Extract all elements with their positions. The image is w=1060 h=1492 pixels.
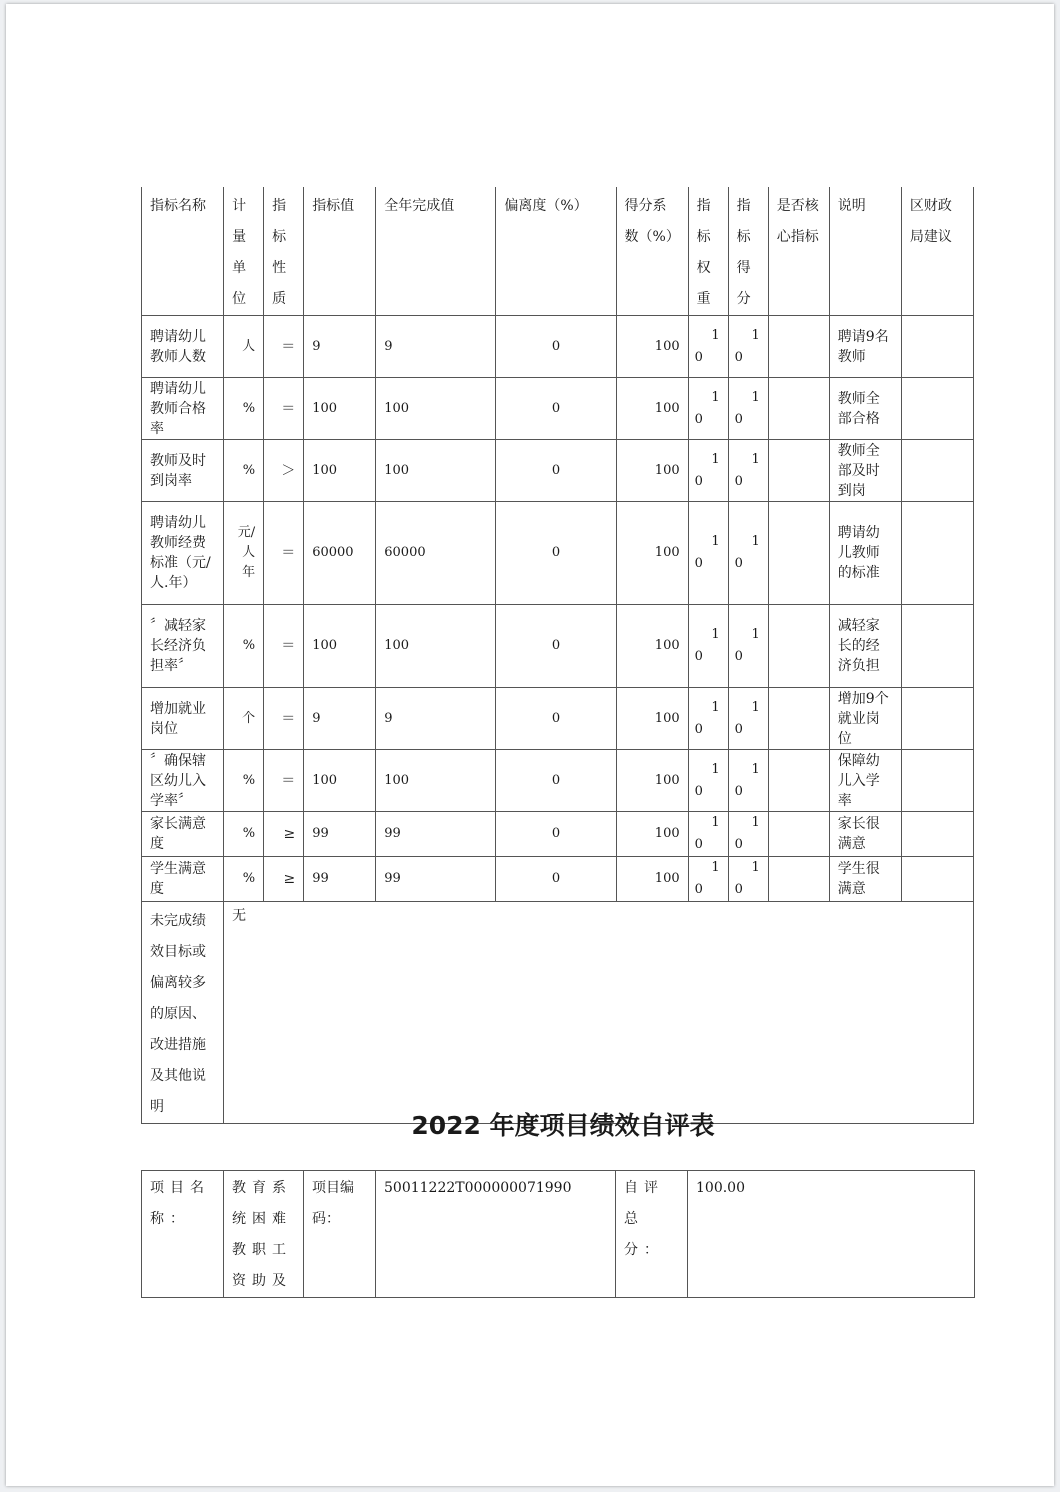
table-row <box>142 316 974 378</box>
cell-score-part: 1 <box>751 534 760 549</box>
header-desc: 说明 <box>829 187 901 316</box>
cell-name: 聘请幼儿教师经费标准（元/人.年） <box>142 502 224 605</box>
header-nature: 指标性质 <box>264 187 304 316</box>
cell-advice <box>901 440 973 502</box>
cell-coef: 100 <box>616 316 688 378</box>
cell-target: 100 <box>304 440 376 502</box>
cell-core <box>768 502 829 605</box>
cell-actual: 60000 <box>376 502 496 605</box>
cell-target: 99 <box>304 812 376 857</box>
header-coef: 得分系数（%） <box>616 187 688 316</box>
cell-nature: ＝ <box>264 688 304 750</box>
cell-weight-part: 1 <box>711 815 720 830</box>
cell-advice <box>901 316 973 378</box>
cell-name: 教师及时到岗率 <box>142 440 224 502</box>
cell-name: 聘请幼儿教师人数 <box>142 316 224 378</box>
cell-advice <box>901 688 973 750</box>
cell-score-part: 1 <box>751 627 760 642</box>
cell-coef: 100 <box>616 605 688 688</box>
project-code-label: 项目编码： <box>304 1171 376 1298</box>
cell-core <box>768 812 829 857</box>
cell-name: 学生满意度 <box>142 857 224 902</box>
cell-unit: % <box>224 605 264 688</box>
cell-target: 100 <box>304 750 376 812</box>
cell-score-part: 1 <box>751 761 760 777</box>
cell-deviation: 0 <box>496 688 616 750</box>
cell-weight-part: 0 <box>694 783 703 799</box>
cell-score-part: 1 <box>751 327 760 343</box>
cell-unit: 个 <box>224 688 264 750</box>
cell-target: 100 <box>304 605 376 688</box>
cell-weight-part: 1 <box>711 534 720 549</box>
cell-name: 〞减轻家长经济负担率〞 <box>142 605 224 688</box>
cell-nature: ＝ <box>264 502 304 605</box>
section-heading: 2022 年度项目绩效自评表 <box>411 1111 715 1140</box>
cell-nature: ≥ <box>264 857 304 902</box>
cell-weight-part: 0 <box>694 721 703 737</box>
cell-deviation: 0 <box>496 378 616 440</box>
header-name: 指标名称 <box>142 187 224 316</box>
note-row <box>142 902 974 1124</box>
cell-score-part: 0 <box>734 649 743 664</box>
project-info-table <box>141 1170 975 1298</box>
cell-weight-part: 1 <box>711 451 720 467</box>
cell-actual: 100 <box>376 605 496 688</box>
cell-unit: % <box>224 750 264 812</box>
project-info-row <box>142 1171 975 1298</box>
cell-score-part: 0 <box>734 349 743 365</box>
cell-desc: 学生很满意 <box>829 857 901 902</box>
cell-weight <box>688 812 728 857</box>
cell-advice <box>901 605 973 688</box>
cell-nature: ＝ <box>264 605 304 688</box>
cell-actual: 99 <box>376 812 496 857</box>
cell-desc: 家长很满意 <box>829 812 901 857</box>
cell-target: 100 <box>304 378 376 440</box>
cell-score-part: 1 <box>751 815 760 830</box>
cell-score-part: 0 <box>734 783 743 799</box>
self-score-value: 100.00 <box>688 1171 975 1298</box>
cell-core <box>768 688 829 750</box>
cell-nature: ≥ <box>264 812 304 857</box>
cell-advice <box>901 502 973 605</box>
cell-score <box>728 750 768 812</box>
cell-weight-part: 1 <box>711 389 720 405</box>
cell-coef: 100 <box>616 688 688 750</box>
cell-coef: 100 <box>616 857 688 902</box>
table-row <box>142 688 974 750</box>
header-core: 是否核心指标 <box>768 187 829 316</box>
document-page <box>6 4 1054 1486</box>
cell-weight <box>688 440 728 502</box>
header-weight: 指标权重 <box>688 187 728 316</box>
cell-unit: % <box>224 440 264 502</box>
cell-weight <box>688 750 728 812</box>
cell-score <box>728 316 768 378</box>
cell-core <box>768 378 829 440</box>
cell-desc: 教师全部及时到岗 <box>829 440 901 502</box>
cell-weight-part: 1 <box>711 699 720 715</box>
cell-weight <box>688 378 728 440</box>
cell-score-part: 1 <box>751 860 760 875</box>
cell-actual: 100 <box>376 750 496 812</box>
cell-weight-part: 0 <box>694 473 703 489</box>
cell-target: 60000 <box>304 502 376 605</box>
header-deviation: 偏离度（%） <box>496 187 616 316</box>
cell-desc: 教师全部合格 <box>829 378 901 440</box>
header-unit: 计量单位 <box>224 187 264 316</box>
cell-unit: 人 <box>224 316 264 378</box>
table-row <box>142 378 974 440</box>
cell-coef: 100 <box>616 502 688 605</box>
cell-name: 〞确保辖区幼儿入学率〞 <box>142 750 224 812</box>
cell-weight-part: 0 <box>694 837 703 852</box>
cell-actual: 100 <box>376 440 496 502</box>
cell-name: 聘请幼儿教师合格率 <box>142 378 224 440</box>
cell-weight <box>688 605 728 688</box>
header-advice: 区财政局建议 <box>901 187 973 316</box>
note-value: 无 <box>224 902 974 1124</box>
cell-score-part: 0 <box>734 837 743 852</box>
cell-advice <box>901 750 973 812</box>
cell-score <box>728 688 768 750</box>
cell-target: 99 <box>304 857 376 902</box>
cell-actual: 9 <box>376 688 496 750</box>
cell-core <box>768 750 829 812</box>
cell-core <box>768 857 829 902</box>
cell-score <box>728 378 768 440</box>
cell-actual: 99 <box>376 857 496 902</box>
cell-weight-part: 0 <box>694 649 703 664</box>
cell-score-part: 0 <box>734 556 743 571</box>
cell-score <box>728 502 768 605</box>
cell-unit: 元/人年 <box>224 502 264 605</box>
cell-score <box>728 857 768 902</box>
cell-score-part: 0 <box>734 721 743 737</box>
cell-desc: 保障幼儿入学率 <box>829 750 901 812</box>
cell-coef: 100 <box>616 812 688 857</box>
cell-score <box>728 812 768 857</box>
cell-deviation: 0 <box>496 316 616 378</box>
cell-core <box>768 440 829 502</box>
cell-desc: 增加9个就业岗位 <box>829 688 901 750</box>
cell-actual: 100 <box>376 378 496 440</box>
cell-deviation: 0 <box>496 750 616 812</box>
cell-weight-part: 1 <box>711 761 720 777</box>
self-score-label: 自评总分： <box>616 1171 688 1298</box>
cell-weight <box>688 502 728 605</box>
note-label: 未完成绩效目标或偏离较多的原因、改进措施及其他说明 <box>142 902 224 1124</box>
header-actual: 全年完成值 <box>376 187 496 316</box>
table-body <box>142 316 974 902</box>
table-row <box>142 605 974 688</box>
cell-desc: 减轻家长的经济负担 <box>829 605 901 688</box>
cell-core <box>768 316 829 378</box>
cell-unit: % <box>224 857 264 902</box>
cell-unit: % <box>224 378 264 440</box>
project-name-label: 项目名称： <box>142 1171 224 1298</box>
cell-weight <box>688 688 728 750</box>
cell-deviation: 0 <box>496 440 616 502</box>
cell-nature: ＞ <box>264 440 304 502</box>
cell-score <box>728 605 768 688</box>
project-name-value: 教育系统困难教职工资助及 <box>224 1171 304 1298</box>
cell-score <box>728 440 768 502</box>
cell-coef: 100 <box>616 440 688 502</box>
cell-score-part: 0 <box>734 411 743 427</box>
table-row <box>142 750 974 812</box>
cell-deviation: 0 <box>496 502 616 605</box>
cell-nature: ＝ <box>264 316 304 378</box>
cell-deviation: 0 <box>496 605 616 688</box>
cell-weight-part: 1 <box>711 860 720 875</box>
cell-target: 9 <box>304 316 376 378</box>
cell-weight-part: 0 <box>694 556 703 571</box>
cell-advice <box>901 812 973 857</box>
cell-weight <box>688 316 728 378</box>
cell-desc: 聘请9名教师 <box>829 316 901 378</box>
cell-name: 增加就业岗位 <box>142 688 224 750</box>
performance-indicator-table <box>141 187 974 1124</box>
cell-weight-part: 1 <box>711 327 720 343</box>
cell-deviation: 0 <box>496 857 616 902</box>
cell-weight-part: 1 <box>711 627 720 642</box>
table-row <box>142 857 974 902</box>
cell-actual: 9 <box>376 316 496 378</box>
cell-score-part: 1 <box>751 699 760 715</box>
table-row <box>142 440 974 502</box>
cell-deviation: 0 <box>496 812 616 857</box>
cell-weight-part: 0 <box>694 411 703 427</box>
cell-nature: ＝ <box>264 750 304 812</box>
table-row <box>142 502 974 605</box>
cell-weight <box>688 857 728 902</box>
cell-nature: ＝ <box>264 378 304 440</box>
cell-target: 9 <box>304 688 376 750</box>
cell-coef: 100 <box>616 750 688 812</box>
header-target: 指标值 <box>304 187 376 316</box>
project-code-value: 50011222T000000071990 <box>376 1171 616 1298</box>
cell-core <box>768 605 829 688</box>
cell-advice <box>901 857 973 902</box>
cell-weight-part: 0 <box>694 349 703 365</box>
header-score: 指标得分 <box>728 187 768 316</box>
cell-weight-part: 0 <box>694 882 703 897</box>
cell-score-part: 0 <box>734 473 743 489</box>
table-header-row <box>142 187 974 316</box>
cell-score-part: 1 <box>751 451 760 467</box>
table-row <box>142 812 974 857</box>
cell-name: 家长满意度 <box>142 812 224 857</box>
cell-advice <box>901 378 973 440</box>
cell-desc: 聘请幼儿教师的标准 <box>829 502 901 605</box>
cell-unit: % <box>224 812 264 857</box>
cell-score-part: 1 <box>751 389 760 405</box>
cell-score-part: 0 <box>734 882 743 897</box>
cell-coef: 100 <box>616 378 688 440</box>
